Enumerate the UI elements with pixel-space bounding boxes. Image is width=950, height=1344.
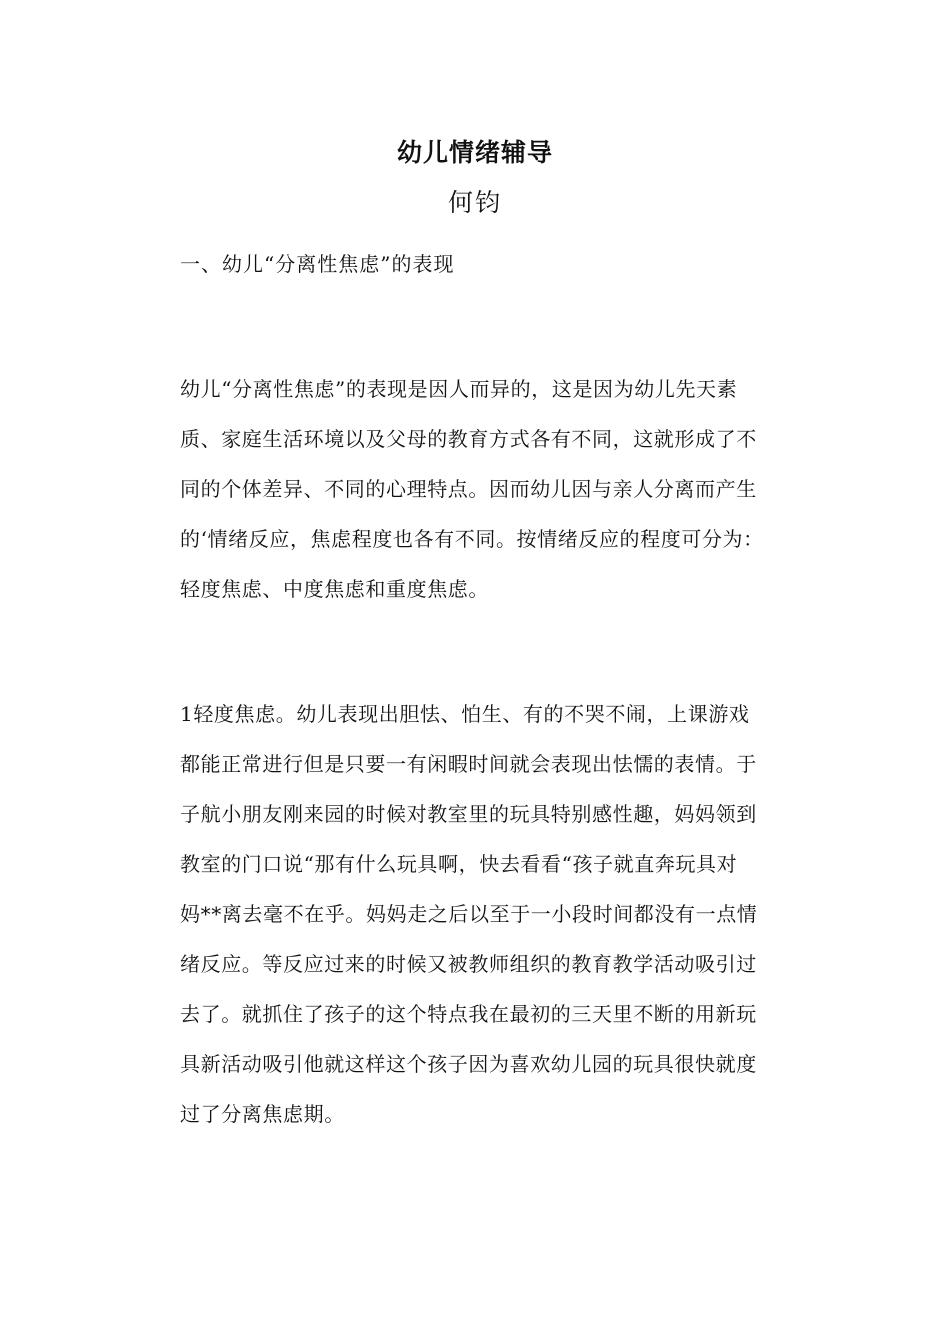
document-author: 何钧 [447,188,502,217]
paragraph-line: 教室的门口说“那有什么玩具啊，快去看看“孩子就直奔玩具对 [180,852,738,876]
paragraph-line: 幼儿“分离性焦虑”的表现是因人而异的，这是因为幼儿先天素 [180,377,738,401]
paragraph-line: 1轻度焦虑。幼儿表现出胆怯、怕生、有的不哭不闹，上课游戏 [180,702,750,726]
paragraph-line: 都能正常进行但是只要一有闲暇时间就会表现出怯懦的表情。于 [180,752,757,776]
paragraph-line: 绪反应。等反应过来的时候又被教师组织的教育教学活动吸引过 [180,952,757,976]
paragraph-line: 去了。就抓住了孩子的这个特点我在最初的三天里不断的用新玩 [180,1002,757,1026]
paragraph-line: 同的个体差异、不同的心理特点。因而幼儿因与亲人分离而产生 [180,477,757,501]
document-title: 幼儿情绪辅导 [396,138,553,167]
paragraph-1 [180,364,820,614]
section-heading: 一、幼儿“分离性焦虑”的表现 [180,252,455,276]
paragraph-line: 妈**离去毫不在乎。妈妈走之后以至于一小段时间都没有一点情 [180,902,758,926]
paragraph-line: 的‘情绪反应，焦虑程度也各有不同。按情绪反应的程度可分为： [180,527,764,551]
paragraph-line: 子航小朋友刚来园的时候对教室里的玩具特别感性趣，妈妈领到 [180,802,757,826]
paragraph-2 [180,689,820,1139]
paragraph-line: 质、家庭生活环境以及父母的教育方式各有不同，这就形成了不 [180,427,757,451]
paragraph-line: 轻度焦虑、中度焦虑和重度焦虑。 [180,577,489,601]
paragraph-line: 具新活动吸引他就这样这个孩子因为喜欢幼儿园的玩具很快就度 [180,1052,757,1076]
paragraph-line: 过了分离焦虑期。 [180,1102,345,1126]
